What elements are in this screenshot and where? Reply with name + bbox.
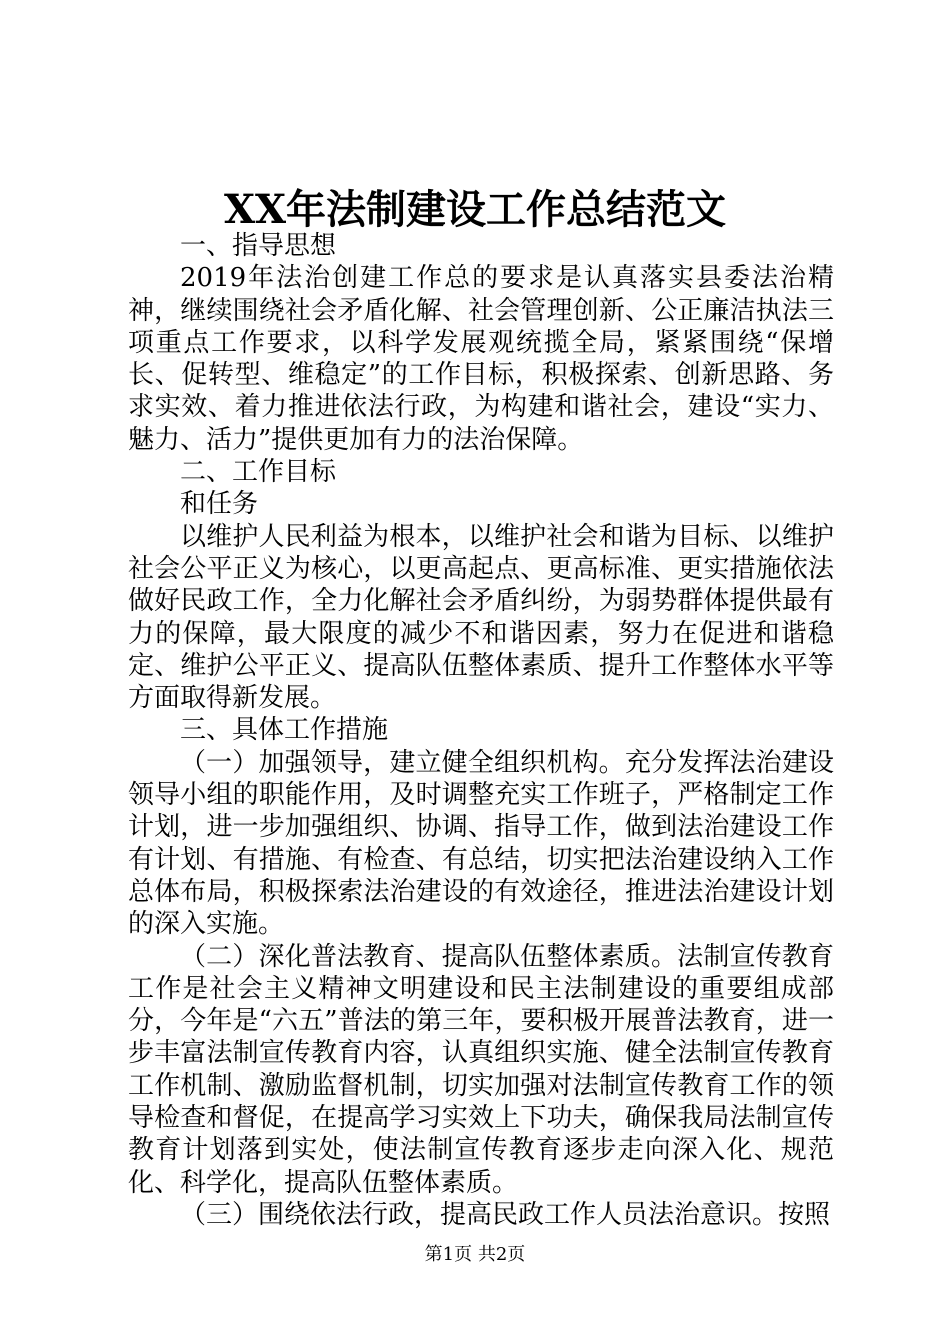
section-heading-measures: 三、具体工作措施	[180, 715, 389, 746]
page-footer: 第1页 共2页	[424, 1244, 526, 1265]
section-heading-tasks: 和任务	[180, 489, 259, 520]
paragraph-work-goals: 以维护人民利益为根本，以维护社会和谐为目标、以维护社会公平正义为核心，以更高起点、更高标准、更实措施依法做好民政工作，全力化解社会矛盾纠纷，为弱势群体提供最有力的保障，最大限度的减少不和谐因素，努力在促进和谐稳定、维护公平正义、提高队伍整体素质、提升工作整体水平等方面取得新发展。	[128, 521, 834, 714]
document-body	[128, 230, 834, 1231]
section-heading-guiding-ideology: 一、指导思想	[180, 231, 337, 261]
paragraph-measure-2: （二）深化普法教育、提高队伍整体素质。法制宣传教育工作是社会主义精神文明建设和民主法制建设的重要组成部分，今年是“六五”普法的第三年，要积极开展普法教育，进一步丰富法制宣传教育内容，认真组织实施、健全法制宣传教育工作机制、激励监督机制，切实加强对法制宣传教育工作的领导检查和督促，在提高学习实效上下功夫，确保我局法制宣传教育计划落到实处，使法制宣传教育逐步走向深入化、规范化、科学化，提高队伍整体素质。	[128, 941, 834, 1198]
paragraph-guiding-ideology: 2019年法治创建工作总的要求是认真落实县委法治精神，继续围绕社会矛盾化解、社会管理创新、公正廉洁执法三项重点工作要求，以科学发展观统揽全局，紧紧围绕“保增长、促转型、维稳定”的工作目标，积极探索、创新思路、务求实效、着力推进依法行政，为构建和谐社会，建设“实力、魅力、活力”提供更加有力的法治保障。	[128, 263, 834, 455]
paragraph-measure-3: （三）围绕依法行政，提高民政工作人员法治意识。按照	[180, 1199, 831, 1230]
document-title: XX年法制建设工作总结范文	[223, 186, 727, 233]
paragraph-measure-1: （一）加强领导，建立健全组织机构。充分发挥法治建设领导小组的职能作用，及时调整充实工作班子，严格制定工作计划，进一步加强组织、协调、指导工作，做到法治建设工作有计划、有措施、有检查、有总结，切实把法治建设纳入工作总体布局，积极探索法治建设的有效途径，推进法治建设计划的深入实施。	[128, 747, 834, 940]
section-heading-work-goals: 二、工作目标	[180, 457, 337, 488]
